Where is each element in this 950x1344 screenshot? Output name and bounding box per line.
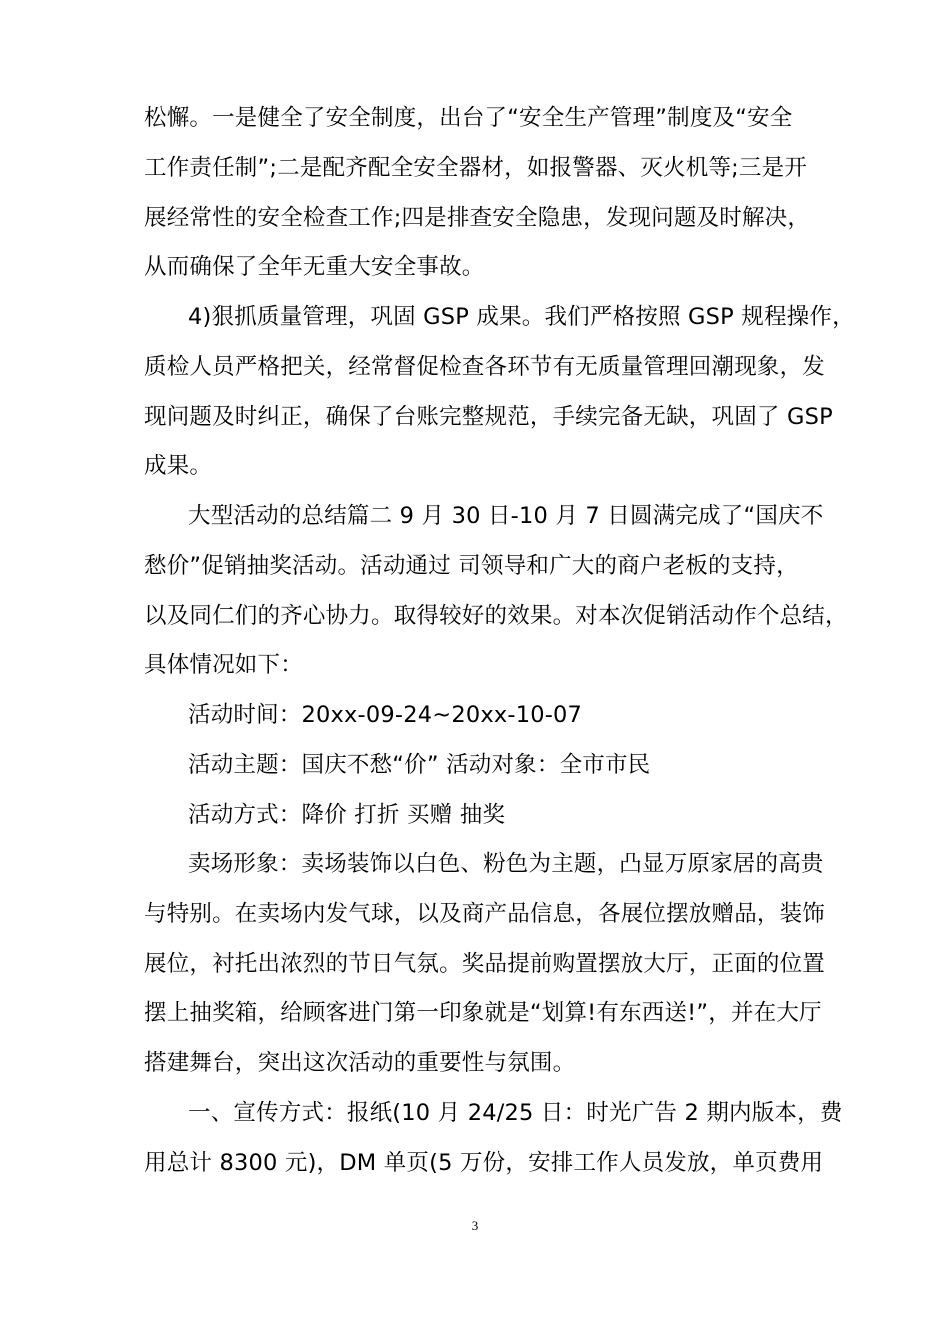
text-line-3: 展经常性的安全检查工作;四是排查安全隐患，发现问题及时解决， xyxy=(144,205,811,231)
text-line-6: 质检人员严格把关，经常督促检查各环节有无质量管理回潮现象，发 xyxy=(144,354,826,380)
text-line-22: 用总计 8300 元)，DM 单页(5 万份，安排工作人员发放，单页费用 xyxy=(144,1150,824,1176)
text-line-19: 摆上抽奖箱，给顾客进门第一印象就是“划算!有东西送!”，并在大厅 xyxy=(144,1000,822,1026)
text-line-14: 活动主题：国庆不愁“价” 活动对象：全市市民 xyxy=(188,752,651,778)
text-line-17: 与特别。在卖场内发气球，以及商产品信息，各展位摆放赠品，装饰 xyxy=(144,901,826,927)
text-line-12: 具体情况如下： xyxy=(144,652,303,678)
text-line-9: 大型活动的总结篇二 9 月 30 日-10 月 7 日圆满完成了“国庆不 xyxy=(188,503,824,529)
text-line-18: 展位，衬托出浓烈的节日气氛。奖品提前购置摆放大厅，正面的位置 xyxy=(144,951,826,977)
text-line-5: 4)狠抓质量管理，巩固 GSP 成果。我们严格按照 GSP 规程操作， xyxy=(188,304,855,330)
text-line-11: 以及同仁们的齐心协力。取得较好的效果。对本次促销活动作个总结， xyxy=(144,603,848,629)
text-line-7: 现问题及时纠正，确保了台账完整规范，手续完备无缺，巩固了 GSP xyxy=(144,404,833,430)
text-line-21: 一、宣传方式：报纸(10 月 24/25 日：时光广告 2 期内版本，费 xyxy=(188,1100,843,1126)
text-line-4: 从而确保了全年无重大安全事故。 xyxy=(144,254,485,280)
text-line-16: 卖场形象：卖场装饰以白色、粉色为主题，凸显万原家居的高贵 xyxy=(188,851,824,877)
text-line-13: 活动时间：20xx-09-24~20xx-10-07 xyxy=(188,702,583,728)
text-line-2: 工作责任制”;二是配齐配全安全器材，如报警器、灭火机等;三是开 xyxy=(144,155,808,181)
text-line-20: 搭建舞台，突出这次活动的重要性与氛围。 xyxy=(144,1050,576,1076)
text-line-1: 松懈。一是健全了安全制度，出台了“安全生产管理”制度及“安全 xyxy=(144,105,793,131)
text-line-15: 活动方式：降价 打折 买赠 抽奖 xyxy=(188,802,506,828)
page-number: 3 xyxy=(471,1218,479,1233)
text-line-8: 成果。 xyxy=(144,453,213,479)
text-line-10: 愁价”促销抽奖活动。活动通过 司领导和广大的商户老板的支持， xyxy=(144,553,799,579)
